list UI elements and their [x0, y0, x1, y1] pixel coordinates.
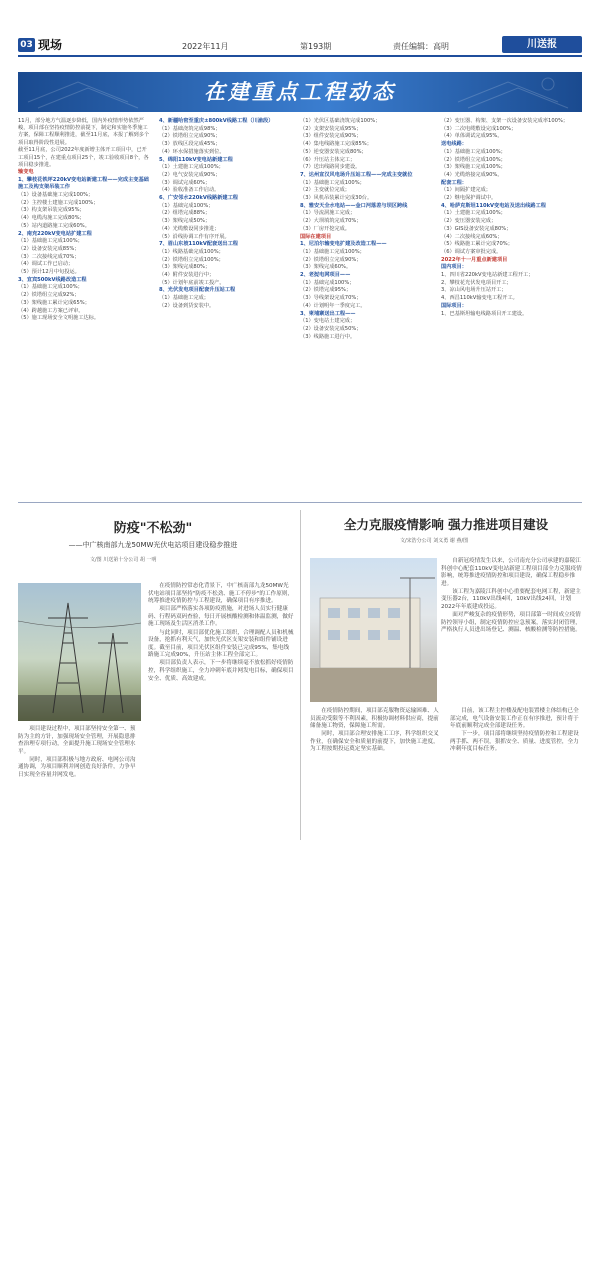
subheading: 国际在建项目	[300, 233, 332, 240]
list-item: （4）附件安装进行中；	[159, 272, 215, 279]
subheading: 2022年十一月重点新建项目	[441, 256, 508, 263]
article2-photo	[310, 558, 437, 702]
list-item: （3）架线完成50%；	[159, 218, 211, 225]
article1-body-right	[148, 583, 294, 833]
list-item: （3）架线完成80%；	[159, 264, 211, 271]
subheading: 4、哈萨克斯坦110kV变电站及送出线路工程	[441, 202, 546, 209]
section-divider	[18, 502, 582, 503]
list-item: 截至11月底，公司2022年度新增主体开工项目中，已开工项目15个，在建重点项目25个，竣工验收项目8个，各项目稳步推进。	[18, 147, 149, 168]
newspaper-logo: 川送报	[502, 36, 582, 53]
list-item: （1）线路基础完成100%；	[159, 248, 224, 255]
list-item: （2）设备安装完成50%；	[300, 325, 362, 332]
column-1	[18, 118, 151, 493]
list-item: （1）基础浇筑完成98%；	[159, 125, 221, 132]
list-item: （2）支架安装完成95%；	[300, 125, 362, 132]
list-item: （2）变压器安装完成；	[441, 218, 497, 225]
paragraph: 项目部负责人表示，下一步将继续毫不放松抓好疫情防控，科学组织施工，全力冲刺年底并网发电目标，确保项目安全、优质、高效建成。	[148, 660, 294, 682]
section-banner	[18, 72, 582, 112]
list-item: （5）计划年底前竣工投产。	[159, 279, 225, 286]
list-item: （3）架线完成60%。	[300, 264, 352, 271]
list-item: （4）二次接线完成60%；	[441, 233, 503, 240]
subheading: 1、攀枝花铁坪220kV变电站新建工程——完成主变基础施工及构支架吊装工作	[18, 177, 149, 191]
list-item: （3）二次接线完成70%；	[18, 253, 80, 260]
list-item: （1）基础完成100%；	[300, 279, 355, 286]
article2-title: 全力克服疫情影响 强力推进项目建设	[343, 517, 549, 532]
list-item: （1）土建施工完成100%；	[159, 164, 224, 171]
list-item: （4）光缆熔接完成90%。	[441, 171, 503, 178]
list-item: （1）基础施工完成100%；	[441, 148, 506, 155]
list-item: （3）构支架吊装完成95%；	[18, 207, 85, 214]
subheading: 输变电	[18, 169, 34, 176]
list-item: （5）站内道路施工完成60%。	[18, 222, 90, 229]
list-item: 4、西昌110kV输变电工程开工。	[441, 295, 518, 302]
subheading: 7、达州宣汉风电场升压站工程——完成主变就位	[300, 171, 413, 178]
list-item: （5）线路施工累计完成70%；	[441, 241, 513, 248]
subheading: 8、光伏发电项目配套升压站工程	[159, 287, 236, 294]
subheading: 3、宜宾500kV线路改造工程	[18, 276, 87, 283]
list-item: （4）调试工作已启动；	[18, 261, 74, 268]
list-item: （2）设备安装完成85%；	[18, 245, 80, 252]
list-item: （1）导流洞施工完成；	[300, 210, 356, 217]
list-item: （2）变压器、构架、支架一次设备安装完成率100%；	[441, 118, 569, 124]
article1-subtitle: ——中广核南部九龙50MW光伏电站项目建设稳步推进	[68, 541, 238, 549]
list-item: （1）基础施工完成100%；	[300, 248, 365, 255]
list-item: （1）基础施工完成100%；	[18, 284, 83, 291]
list-item: （3）GIS设备安装完成80%；	[441, 225, 512, 232]
list-item: （1）变电站土建完成；	[300, 318, 356, 325]
power-tower-icon	[18, 583, 141, 721]
article1-body-left	[18, 726, 141, 836]
issue-date: 2022年11月	[182, 42, 229, 51]
list-item: （4）电缆沟施工完成80%；	[18, 215, 85, 222]
list-item: （5）预计12月中旬投运。	[18, 269, 80, 276]
paragraph: 同时，项目部积极与地方政府、电网公司沟通协调，为项目顺利并网创造良好条件，力争早日实现全容量并网发电。	[18, 756, 136, 779]
article2-byline: 文/宋浩分公司 刘义勇 谢 燕/图	[400, 538, 469, 544]
list-item: （2）设备到货安装中。	[159, 302, 215, 309]
subheading: 2、老挝电网项目——	[300, 272, 351, 279]
paragraph: 在疫情防控常态化背景下，中广核南部九龙50MW光伏电站项目部坚持"防疫不松劲、施工不停步"的工作原则，统筹推进疫情防控与工程建设，确保项目有序推进。	[148, 583, 293, 605]
list-item: （1）土建施工完成100%；	[441, 210, 506, 217]
list-item: （2）大坝填筑完成70%；	[300, 218, 362, 225]
list-item: （3）调试完成60%；	[159, 179, 211, 186]
list-item: （3）组件安装完成90%；	[300, 133, 362, 140]
list-item: （3）放线区段完成45%；	[159, 141, 221, 148]
list-item: （1）基础施工完成；	[159, 295, 209, 302]
subheading: 8、雅安天全水电站——金口河落差与坝区跨线	[300, 202, 408, 209]
column-3	[300, 118, 433, 493]
list-item: （2）继电保护调试中。	[441, 195, 497, 202]
subheading: 7、眉山东坡110kV配套送出工程	[159, 241, 238, 248]
list-item: （1）光伏区基础浇筑完成100%；	[300, 118, 381, 124]
subheading: 4、新疆哈密至重庆±800kV线路工程（川渝段）	[159, 118, 274, 124]
list-item: （1）基础施工完成100%；	[18, 238, 83, 245]
list-item: （3）风机吊装累计完成30台。	[300, 195, 373, 202]
column-4	[441, 118, 582, 493]
editor-credit: 责任编辑：高明	[393, 42, 449, 51]
list-item: （4）计划明年一季度完工。	[300, 302, 366, 309]
subheading: 1、尼泊尔输变电扩建及改造工程——	[300, 241, 387, 248]
article2-body-bottom	[310, 708, 582, 836]
list-item: （3）架线施工累计完成65%；	[18, 299, 90, 306]
column-2	[159, 118, 292, 493]
list-item: （1）基础施工完成100%；	[300, 179, 365, 186]
header-rule	[18, 55, 582, 57]
list-item: （5）逆变器安装完成80%；	[300, 148, 367, 155]
list-item: （6）调试方案审批完成。	[441, 248, 502, 255]
subheading: 送电线路：	[441, 141, 467, 148]
list-item: （2）组塔完成88%；	[159, 210, 211, 217]
list-item: （4）验收准备工作启动。	[159, 187, 220, 194]
list-item: 2、攀枝花光伏发电项目开工；	[441, 279, 512, 286]
paragraph: 项目建设过程中，项目部坚持安全第一、预防为主的方针，加强现场安全管理，开展隐患排查治理专项行动，全面提升施工现场安全管理水平。	[18, 726, 136, 755]
list-item: 11月，部分地方气温逐步降低，国内外疫情形势依然严峻，项目部在坚持疫情防控前提下，制定和实施冬季施工方案，保障工程顺利推进，截至11月底，本报了解到多个项目取得阶段性进展。	[18, 118, 150, 146]
list-item: （4）光缆敷设同步推进；	[159, 225, 220, 232]
subheading: 3、柬埔寨送出工程——	[300, 310, 356, 317]
list-item: （3）厂房开挖完成。	[300, 225, 350, 232]
page-number: 03	[18, 38, 35, 52]
list-item: （2）主控楼土建施工完成100%；	[18, 199, 99, 206]
list-item: （3）导线架设完成70%；	[300, 295, 362, 302]
list-item: （2）铁塔组立完成100%；	[441, 156, 506, 163]
page-header	[0, 0, 600, 60]
column-divider	[300, 510, 301, 840]
paragraph: 与此同时，项目部优化施工组织，合理调配人员和机械设备，抢抓有利天气，加快光伏区支架安装和组件铺设进度。截至目前，项目光伏区组件安装已完成95%，集电线路施工完成90%，升压站主体工程全部完工。	[148, 629, 294, 659]
list-item: （2）电气安装完成90%；	[159, 171, 221, 178]
list-item: （5）沿线协调工作有序开展。	[159, 233, 230, 240]
paragraph: 下一步，项目部将继续坚持疫情防控和工程建设两手抓、两不误，狠抓安全、质量、进度管控，全力冲刺年度目标任务。	[450, 731, 579, 753]
list-item: 3、凉山风电场升压站开工；	[441, 287, 507, 294]
list-item: （4）跨越施工方案已评审。	[18, 307, 84, 314]
list-item: （6）升压站主体完工；	[300, 156, 356, 163]
paragraph: 目前，该工程主控楼及配电装置楼主体结构已全部完成，电气设备安装工作正在有序推进，预计将于年底前顺利完成全部建设任务。	[450, 708, 579, 730]
list-item: （2）主变就位完成；	[300, 187, 350, 194]
list-item: （7）送出线路同步建设。	[300, 164, 361, 171]
list-item: （5）施工现场安全文明施工达标。	[18, 315, 100, 322]
paragraph: 自新冠疫情发生以来，公司南充分公司承建的嘉陵江科创中心配套110kV变电站新建工程项目部全力克服疫情影响，统筹推进疫情防控和项目建设，确保工程稳步推进。	[441, 558, 582, 587]
subheading: 国际项目：	[441, 302, 467, 309]
list-item: （4）环水保措施落实到位。	[159, 148, 225, 155]
subheading: 6、广安邻水220kV线路新建工程	[159, 195, 238, 202]
photo-caption: 南部九龙50MW光伏电站施工现场	[38, 1280, 107, 1285]
subheading: 国内项目：	[441, 264, 467, 271]
list-item: （3）架线施工完成100%；	[441, 164, 506, 171]
subheading: 2、南充220kV变电站扩建工程	[18, 230, 92, 237]
building-construction-icon	[310, 558, 437, 702]
subheading: 配套工程：	[441, 179, 467, 186]
list-item: （1）间隔扩建完成；	[441, 187, 491, 194]
article1-byline: 文/图 川送第十分公司 胡 一明	[90, 557, 157, 563]
list-item: 1、四川省220kV变电站新建工程开工；	[441, 272, 534, 279]
list-item: （3）线路施工进行中。	[300, 333, 356, 340]
list-item: （3）二次电缆敷设完成100%；	[441, 125, 517, 132]
section-title: 现场	[38, 38, 63, 52]
list-item: （4）集电线路施工完成85%；	[300, 141, 372, 148]
list-item: （4）单体调试完成95%。	[441, 133, 503, 140]
paragraph: 同时，项目部合理安排施工工序，科学组织交叉作业，在确保安全和质量的前提下，加快施工进度，为工程按期投运奠定坚实基础。	[310, 731, 439, 753]
paragraph: 面对严峻复杂的疫情形势，项目部第一时间成立疫情防控领导小组，制定疫情防控应急预案，落实封闭管理，严格执行人员进出场登记、测温、核酸检测等防控措施。	[441, 612, 581, 634]
paragraph: 项目部严格落实各项防疫措施，对进场人员实行健康码、行程码双码查验，每日开展核酸检测和体温监测，做好施工现场及生活区消杀工作。	[148, 606, 294, 628]
issue-number: 第193期	[300, 42, 332, 51]
list-item: （2）铁塔组立完成100%；	[159, 256, 224, 263]
list-item: （2）铁塔组立完成90%；	[159, 133, 221, 140]
list-item: （1）基础完成100%；	[159, 202, 214, 209]
list-item: （2）铁塔组立完成92%；	[18, 292, 80, 299]
paragraph: 在疫情防控期间，项目部克服物资运输困难、人员流动受限等不利因素，积极协调材料供应商，提前储备施工物资，保障施工所需。	[310, 708, 439, 730]
list-item: （2）铁塔完成95%；	[300, 287, 352, 294]
banner-title: 在建重点工程动态	[204, 80, 396, 104]
article2-body-right	[441, 558, 582, 703]
list-item: 1、巴基斯坦输电线路项目开工建设。	[441, 310, 528, 317]
list-item: （2）铁塔组立完成90%；	[300, 256, 362, 263]
list-item: （1）设备基础施工完成100%；	[18, 192, 94, 199]
article1-title: 防疫"不松劲"	[113, 521, 193, 536]
subheading: 5、绵阳110kV变电站新建工程	[159, 156, 233, 163]
paragraph: 该工程为嘉陵江科创中心重要配套电网工程，新建主变压器2台，110kV出线4回，10kV出线24回，计划2022年年底建成投运。	[441, 588, 581, 611]
